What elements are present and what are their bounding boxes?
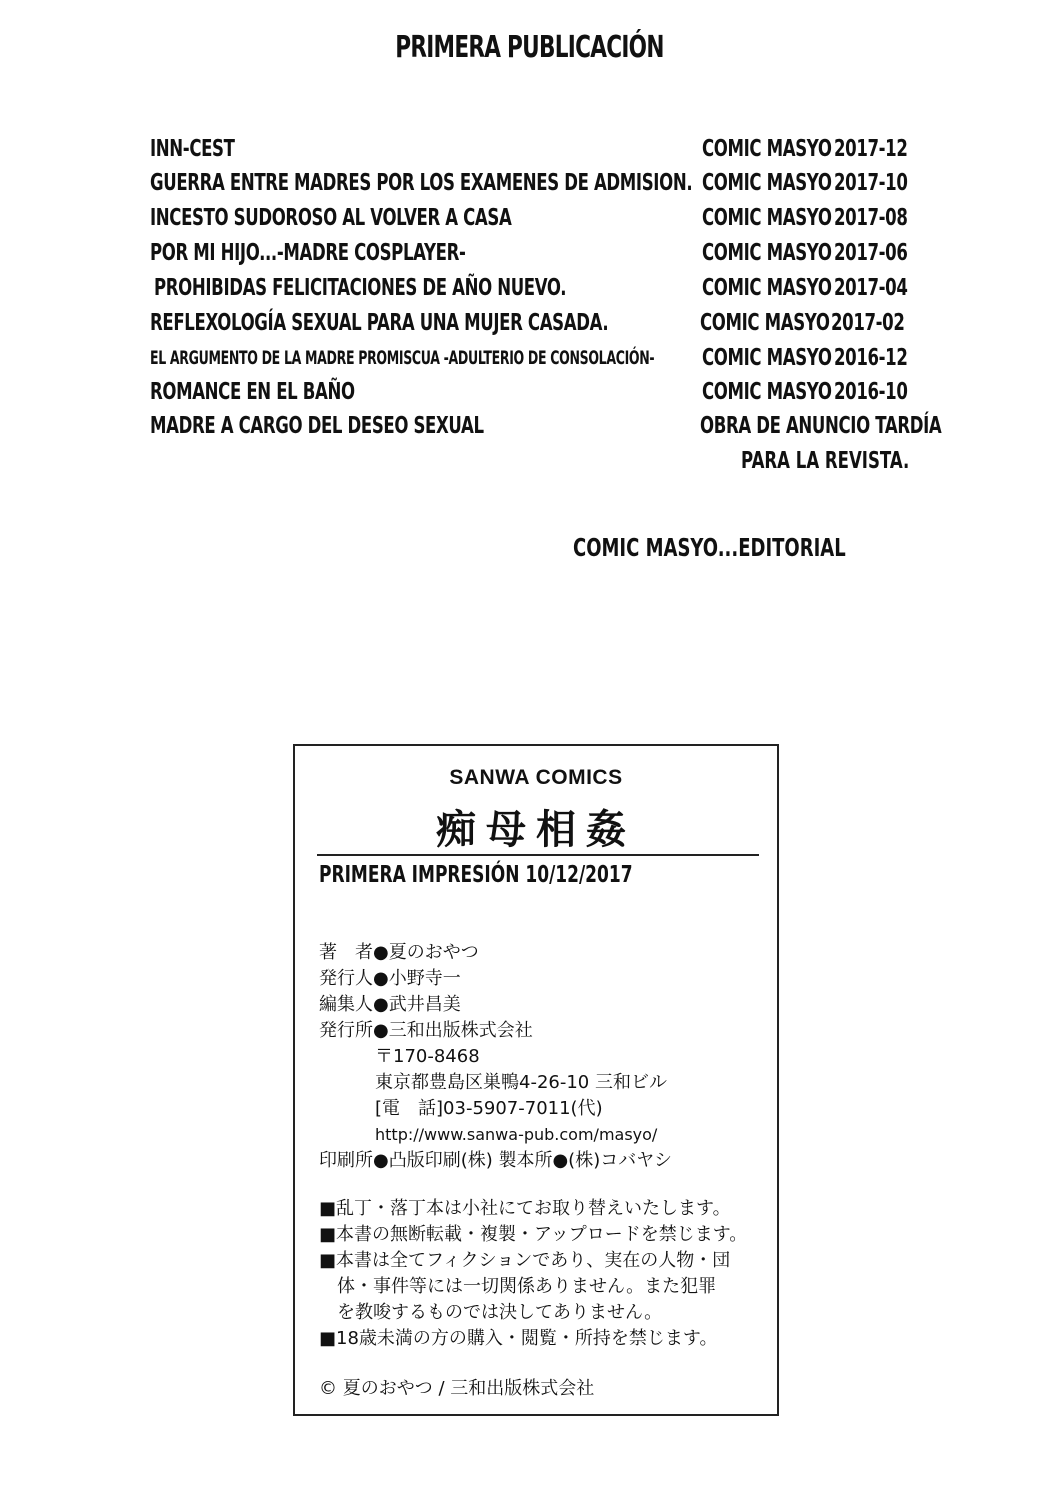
entry-date: 2017-04 [834,275,908,301]
entry-magazine: COMIC MASYO [702,345,832,371]
author-line: 著 者●夏のおやつ [319,942,479,963]
entry-title: ROMANCE EN EL BAÑO [150,379,355,405]
publisher-line: 発行所●三和出版株式会社 [319,1020,533,1041]
entry-title: INN-CEST [150,136,235,162]
entry-magazine: COMIC MASYO [702,379,832,405]
notice-line: を教唆するものでは決してありません。 [337,1302,663,1323]
entry-date: 2017-02 [831,310,905,336]
list-item [0,166,1058,200]
postal-code: 〒170-8468 [375,1046,480,1067]
phone-line: [電 話]03-5907-7011(代) [375,1098,603,1119]
late-note: PARA LA REVISTA. [741,448,910,474]
entry-title: PROHIBIDAS FELICITACIONES DE AÑO NUEVO. [154,275,567,301]
printer-line: 印刷所●凸版印刷(株) 製本所●(株)コバヤシ [319,1150,673,1171]
entry-title: REFLEXOLOGÍA SEXUAL PARA UNA MUJER CASADA. [150,310,609,336]
entry-title: INCESTO SUDOROSO AL VOLVER A CASA [150,205,512,231]
entry-date: 2017-08 [834,205,908,231]
list-item [0,409,1058,443]
list-item [0,236,1058,270]
entry-title: MADRE A CARGO DEL DESEO SEXUAL [150,413,484,439]
entry-title: EL ARGUMENTO DE LA MADRE PROMISCUA -ADULTERIO DE CONSOLACIÓN- [150,347,655,369]
list-item [0,375,1058,409]
entry-title: GUERRA ENTRE MADRES POR LOS EXAMENES DE ADMISION. [150,170,693,196]
address-line: 東京都豊島区巣鴨4-26-10 三和ビル [375,1072,667,1093]
entry-date: 2017-10 [834,170,908,196]
entry-date: 2016-10 [834,379,908,405]
notice-line: ■本書の無断転載・複製・アップロードを禁じます。 [319,1224,748,1245]
editor-line: 編集人●武井昌美 [319,994,461,1015]
entry-magazine: COMIC MASYO [700,310,830,336]
colophon-box [293,744,779,1416]
list-item [0,201,1058,235]
copyright-line: © 夏のおやつ / 三和出版株式会社 [319,1378,595,1399]
entry-magazine: COMIC MASYO [702,240,832,266]
notice-line: ■本書は全てフィクションであり、実在の人物・団 [319,1250,731,1271]
entry-magazine: COMIC MASYO [702,275,832,301]
entry-title: POR MI HIJO...-MADRE COSPLAYER- [150,240,466,266]
website-link: http://www.sanwa-pub.com/masyo/ [375,1125,658,1144]
book-title: 痴母相姦 [436,806,636,853]
entry-magazine: OBRA DE ANUNCIO TARDÍA [700,413,942,439]
entry-magazine: COMIC MASYO [702,136,832,162]
notice-line: 体・事件等には一切関係ありません。また犯罪 [337,1276,717,1297]
notice-line: ■18歳未満の方の購入・閲覧・所持を禁じます。 [319,1328,718,1349]
entry-date: 2016-12 [834,345,908,371]
list-item [0,341,1058,375]
entry-date: 2017-06 [834,240,908,266]
entry-magazine: COMIC MASYO [702,205,832,231]
notice-line: ■乱丁・落丁本は小社にてお取り替えいたします。 [319,1198,731,1219]
first-print-date: PRIMERA IMPRESIÓN 10/12/2017 [319,862,633,888]
list-item [0,132,1058,166]
series-name: SANWA COMICS [449,766,623,789]
divider [317,854,759,856]
editorial-credit: COMIC MASYO...EDITORIAL [573,533,846,562]
list-item [0,271,1058,305]
list-item [0,306,1058,340]
page-title: PRIMERA PUBLICACIÓN [394,30,664,65]
entry-magazine: COMIC MASYO [702,170,832,196]
publisher-person-line: 発行人●小野寺一 [319,968,461,989]
entry-date: 2017-12 [834,136,908,162]
